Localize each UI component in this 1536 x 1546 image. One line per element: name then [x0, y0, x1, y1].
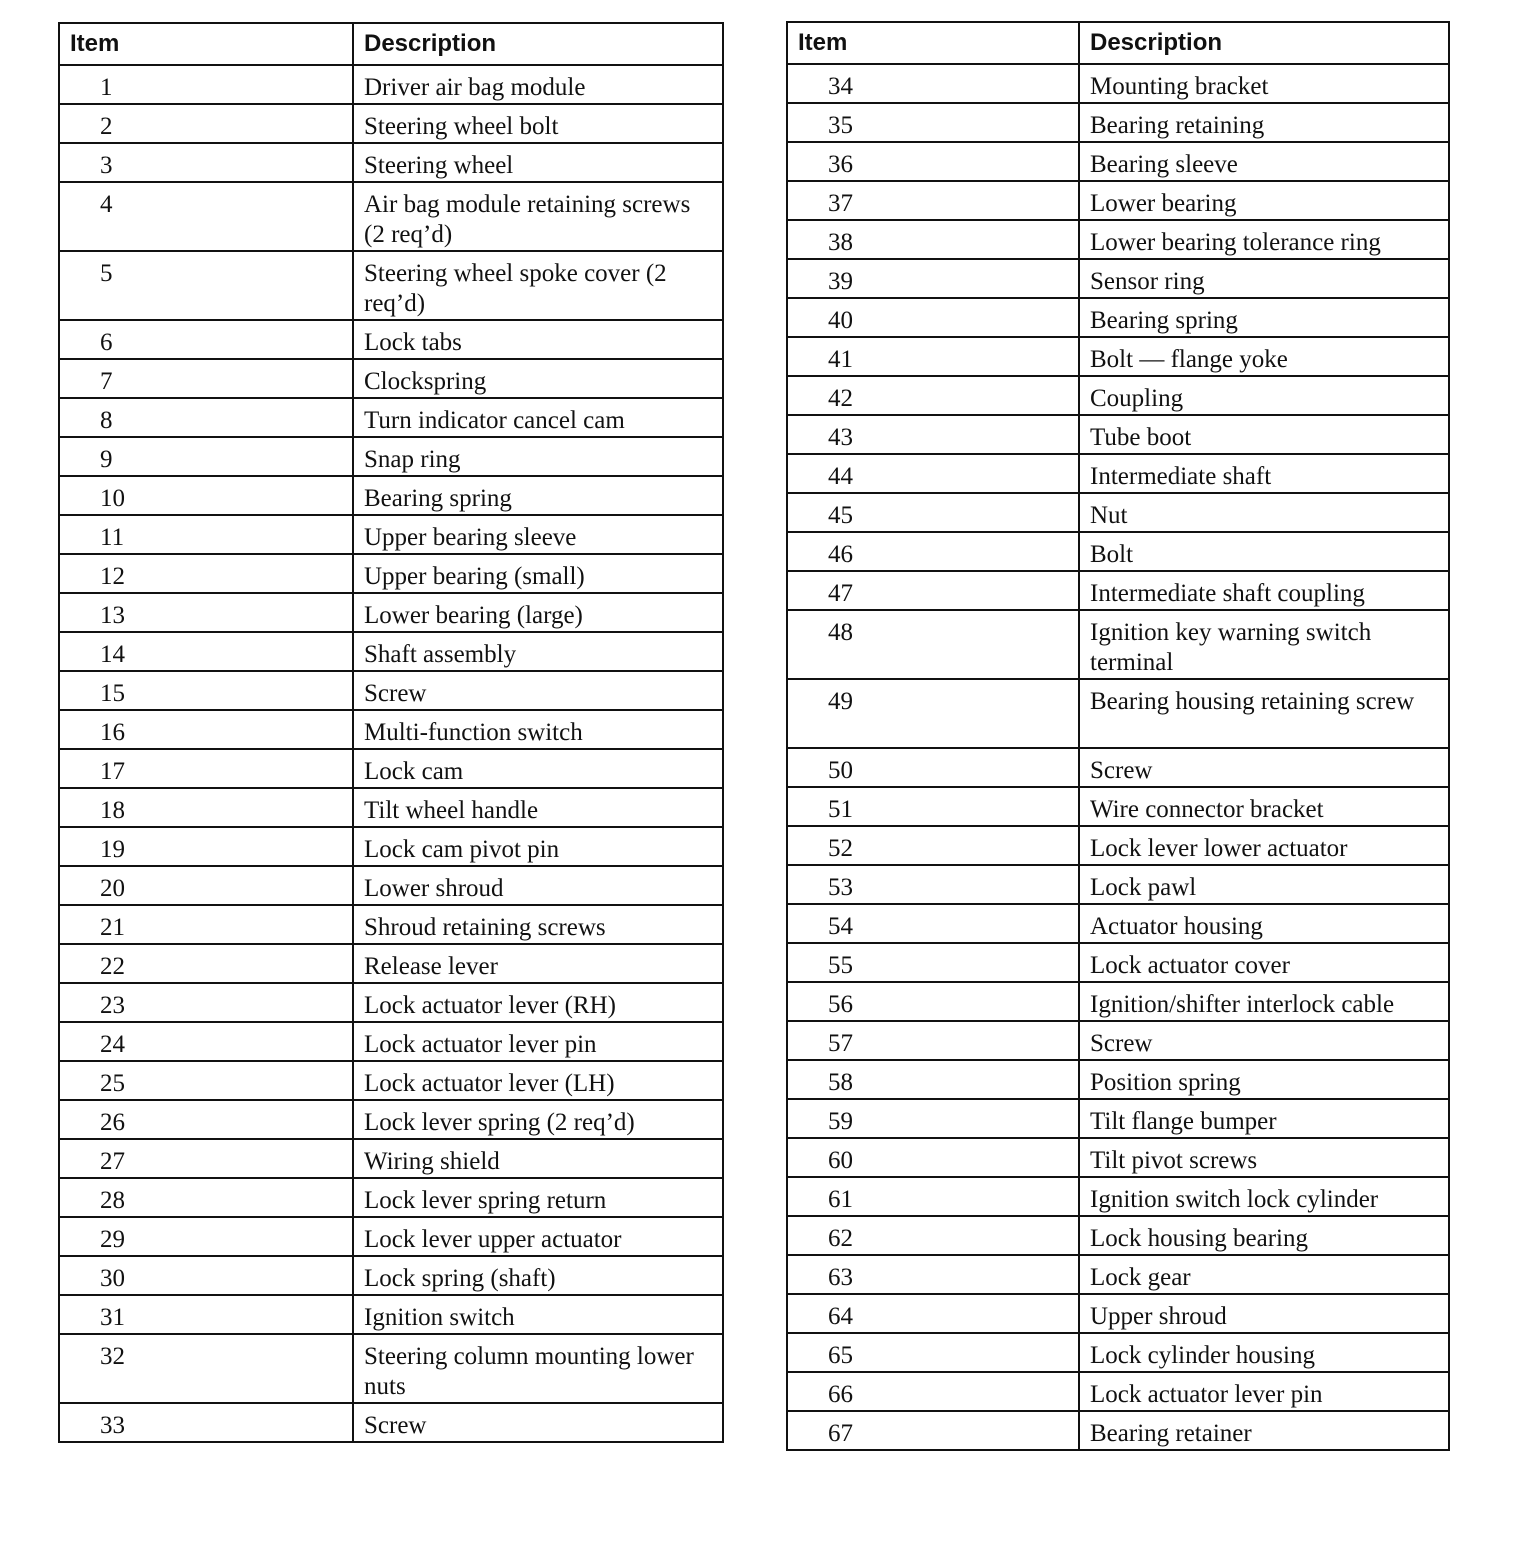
table-row — [787, 865, 1449, 904]
table-row — [59, 671, 723, 710]
table-row — [787, 532, 1449, 571]
item-number-cell: 17 — [59, 749, 353, 788]
table-row — [787, 1372, 1449, 1411]
item-number-cell: 65 — [787, 1333, 1079, 1372]
item-number-cell: 31 — [59, 1295, 353, 1334]
item-number-cell: 46 — [787, 532, 1079, 571]
table-row — [787, 376, 1449, 415]
description-cell: Position spring — [1079, 1060, 1449, 1099]
table-row — [59, 182, 723, 251]
table-row — [787, 1255, 1449, 1294]
table-row — [787, 259, 1449, 298]
description-cell: Lock cam pivot pin — [353, 827, 723, 866]
description-cell: Steering wheel — [353, 143, 723, 182]
table-row — [59, 554, 723, 593]
table-row — [787, 1411, 1449, 1450]
item-number-cell: 40 — [787, 298, 1079, 337]
description-cell: Ignition key warning switch terminal — [1079, 610, 1449, 679]
table-row — [787, 454, 1449, 493]
item-number-cell: 36 — [787, 142, 1079, 181]
description-cell: Lock actuator cover — [1079, 943, 1449, 982]
item-number-cell: 15 — [59, 671, 353, 710]
table-row — [59, 1022, 723, 1061]
description-cell: Lock lever spring (2 req’d) — [353, 1100, 723, 1139]
description-cell: Actuator housing — [1079, 904, 1449, 943]
item-number-cell: 61 — [787, 1177, 1079, 1216]
table-row — [59, 476, 723, 515]
description-cell: Ignition switch lock cylinder — [1079, 1177, 1449, 1216]
item-number-cell: 58 — [787, 1060, 1079, 1099]
item-number-cell: 4 — [59, 182, 353, 251]
table-row — [59, 437, 723, 476]
table-row — [59, 1403, 723, 1442]
description-cell: Lower shroud — [353, 866, 723, 905]
item-number-cell: 24 — [59, 1022, 353, 1061]
item-number-cell: 45 — [787, 493, 1079, 532]
table-row — [787, 493, 1449, 532]
table-row — [787, 142, 1449, 181]
table-row — [787, 1099, 1449, 1138]
item-number-cell: 50 — [787, 748, 1079, 787]
item-number-cell: 55 — [787, 943, 1079, 982]
item-number-cell: 8 — [59, 398, 353, 437]
table-row — [59, 944, 723, 983]
description-cell: Screw — [1079, 1021, 1449, 1060]
description-cell: Lower bearing tolerance ring — [1079, 220, 1449, 259]
table-row — [787, 610, 1449, 679]
description-cell: Lock actuator lever pin — [1079, 1372, 1449, 1411]
description-cell: Turn indicator cancel cam — [353, 398, 723, 437]
item-number-cell: 2 — [59, 104, 353, 143]
description-cell: Bearing housing retaining screw — [1079, 679, 1449, 748]
table-row — [787, 337, 1449, 376]
item-number-cell: 32 — [59, 1334, 353, 1403]
table-row — [59, 593, 723, 632]
description-cell: Tilt wheel handle — [353, 788, 723, 827]
description-cell: Snap ring — [353, 437, 723, 476]
table-row — [59, 827, 723, 866]
table-row — [59, 749, 723, 788]
description-cell: Lock lever lower actuator — [1079, 826, 1449, 865]
table-row — [787, 220, 1449, 259]
item-number-cell: 48 — [787, 610, 1079, 679]
table-row — [787, 1333, 1449, 1372]
item-number-cell: 3 — [59, 143, 353, 182]
item-number-cell: 5 — [59, 251, 353, 320]
item-number-cell: 52 — [787, 826, 1079, 865]
item-number-cell: 18 — [59, 788, 353, 827]
description-cell: Ignition switch — [353, 1295, 723, 1334]
item-number-cell: 63 — [787, 1255, 1079, 1294]
description-cell: Intermediate shaft — [1079, 454, 1449, 493]
table-row — [787, 982, 1449, 1021]
description-cell: Steering column mounting lower nuts — [353, 1334, 723, 1403]
table-row — [59, 1061, 723, 1100]
item-number-cell: 33 — [59, 1403, 353, 1442]
description-cell: Air bag module retaining screws (2 req’d) — [353, 182, 723, 251]
description-cell: Lock housing bearing — [1079, 1216, 1449, 1255]
column-header-item: Item — [59, 23, 353, 65]
item-number-cell: 30 — [59, 1256, 353, 1295]
description-cell: Lock gear — [1079, 1255, 1449, 1294]
description-cell: Lock actuator lever pin — [353, 1022, 723, 1061]
item-number-cell: 62 — [787, 1216, 1079, 1255]
table-row — [59, 632, 723, 671]
table-row — [787, 64, 1449, 103]
table-row — [59, 1334, 723, 1403]
table-row — [59, 320, 723, 359]
item-number-cell: 11 — [59, 515, 353, 554]
description-cell: Bearing retainer — [1079, 1411, 1449, 1450]
parts-table-right — [786, 21, 1450, 1451]
description-cell: Lock spring (shaft) — [353, 1256, 723, 1295]
description-cell: Lock tabs — [353, 320, 723, 359]
item-number-cell: 47 — [787, 571, 1079, 610]
item-number-cell: 59 — [787, 1099, 1079, 1138]
item-number-cell: 10 — [59, 476, 353, 515]
description-cell: Shroud retaining screws — [353, 905, 723, 944]
table-row — [59, 359, 723, 398]
column-header-description: Description — [353, 23, 723, 65]
table-row — [787, 787, 1449, 826]
description-cell: Sensor ring — [1079, 259, 1449, 298]
item-number-cell: 64 — [787, 1294, 1079, 1333]
table-row — [787, 1177, 1449, 1216]
table-row — [59, 905, 723, 944]
item-number-cell: 44 — [787, 454, 1079, 493]
table-row — [59, 104, 723, 143]
table-row — [787, 826, 1449, 865]
description-cell: Upper shroud — [1079, 1294, 1449, 1333]
parts-table-left — [58, 22, 724, 1443]
item-number-cell: 21 — [59, 905, 353, 944]
item-number-cell: 37 — [787, 181, 1079, 220]
item-number-cell: 49 — [787, 679, 1079, 748]
description-cell: Lock actuator lever (LH) — [353, 1061, 723, 1100]
description-cell: Screw — [353, 671, 723, 710]
description-cell: Clockspring — [353, 359, 723, 398]
item-number-cell: 54 — [787, 904, 1079, 943]
table-row — [59, 1256, 723, 1295]
description-cell: Release lever — [353, 944, 723, 983]
table-row — [787, 1216, 1449, 1255]
description-cell: Bolt — flange yoke — [1079, 337, 1449, 376]
table-row — [787, 1060, 1449, 1099]
item-number-cell: 39 — [787, 259, 1079, 298]
description-cell: Lock actuator lever (RH) — [353, 983, 723, 1022]
table-row — [787, 103, 1449, 142]
description-cell: Coupling — [1079, 376, 1449, 415]
table-row — [787, 904, 1449, 943]
item-number-cell: 12 — [59, 554, 353, 593]
description-cell: Tilt flange bumper — [1079, 1099, 1449, 1138]
item-number-cell: 23 — [59, 983, 353, 1022]
table-row — [787, 748, 1449, 787]
item-number-cell: 60 — [787, 1138, 1079, 1177]
item-number-cell: 26 — [59, 1100, 353, 1139]
item-number-cell: 13 — [59, 593, 353, 632]
table-row — [59, 398, 723, 437]
description-cell: Ignition/shifter interlock cable — [1079, 982, 1449, 1021]
item-number-cell: 35 — [787, 103, 1079, 142]
item-number-cell: 56 — [787, 982, 1079, 1021]
description-cell: Tube boot — [1079, 415, 1449, 454]
item-number-cell: 27 — [59, 1139, 353, 1178]
description-cell: Mounting bracket — [1079, 64, 1449, 103]
description-cell: Screw — [1079, 748, 1449, 787]
table-row — [59, 65, 723, 104]
description-cell: Lock lever spring return — [353, 1178, 723, 1217]
table-row — [59, 866, 723, 905]
description-cell: Shaft assembly — [353, 632, 723, 671]
item-number-cell: 29 — [59, 1217, 353, 1256]
table-row — [59, 251, 723, 320]
item-number-cell: 67 — [787, 1411, 1079, 1450]
item-number-cell: 57 — [787, 1021, 1079, 1060]
item-number-cell: 38 — [787, 220, 1079, 259]
table-row — [787, 571, 1449, 610]
item-number-cell: 25 — [59, 1061, 353, 1100]
item-number-cell: 66 — [787, 1372, 1079, 1411]
table-row — [59, 1139, 723, 1178]
description-cell: Intermediate shaft coupling — [1079, 571, 1449, 610]
table-row — [787, 679, 1449, 748]
table-row — [59, 143, 723, 182]
item-number-cell: 20 — [59, 866, 353, 905]
item-number-cell: 51 — [787, 787, 1079, 826]
table-row — [59, 1295, 723, 1334]
item-number-cell: 43 — [787, 415, 1079, 454]
description-cell: Steering wheel bolt — [353, 104, 723, 143]
description-cell: Lock pawl — [1079, 865, 1449, 904]
table-row — [59, 710, 723, 749]
description-cell: Nut — [1079, 493, 1449, 532]
item-number-cell: 53 — [787, 865, 1079, 904]
description-cell: Lock lever upper actuator — [353, 1217, 723, 1256]
table-row — [787, 1294, 1449, 1333]
description-cell: Bearing spring — [353, 476, 723, 515]
item-number-cell: 28 — [59, 1178, 353, 1217]
table-row — [59, 1217, 723, 1256]
item-number-cell: 9 — [59, 437, 353, 476]
item-number-cell: 6 — [59, 320, 353, 359]
table-row — [787, 943, 1449, 982]
description-cell: Bolt — [1079, 532, 1449, 571]
table-row — [59, 788, 723, 827]
table-row — [787, 298, 1449, 337]
item-number-cell: 16 — [59, 710, 353, 749]
description-cell: Multi-function switch — [353, 710, 723, 749]
description-cell: Bearing retaining — [1079, 103, 1449, 142]
description-cell: Lower bearing (large) — [353, 593, 723, 632]
table-row — [59, 1178, 723, 1217]
item-number-cell: 7 — [59, 359, 353, 398]
column-header-description: Description — [1079, 22, 1449, 64]
description-cell: Wire connector bracket — [1079, 787, 1449, 826]
description-cell: Screw — [353, 1403, 723, 1442]
table-row — [787, 1138, 1449, 1177]
item-number-cell: 41 — [787, 337, 1079, 376]
item-number-cell: 42 — [787, 376, 1079, 415]
table-header-row — [787, 22, 1449, 64]
description-cell: Wiring shield — [353, 1139, 723, 1178]
description-cell: Steering wheel spoke cover (2 req’d) — [353, 251, 723, 320]
table-row — [787, 181, 1449, 220]
description-cell: Bearing spring — [1079, 298, 1449, 337]
description-cell: Tilt pivot screws — [1079, 1138, 1449, 1177]
table-row — [59, 1100, 723, 1139]
item-number-cell: 19 — [59, 827, 353, 866]
item-number-cell: 34 — [787, 64, 1079, 103]
table-row — [787, 415, 1449, 454]
item-number-cell: 14 — [59, 632, 353, 671]
description-cell: Bearing sleeve — [1079, 142, 1449, 181]
description-cell: Lock cam — [353, 749, 723, 788]
item-number-cell: 1 — [59, 65, 353, 104]
description-cell: Lock cylinder housing — [1079, 1333, 1449, 1372]
description-cell: Upper bearing (small) — [353, 554, 723, 593]
description-cell: Lower bearing — [1079, 181, 1449, 220]
table-row — [787, 1021, 1449, 1060]
column-header-item: Item — [787, 22, 1079, 64]
table-row — [59, 983, 723, 1022]
description-cell: Upper bearing sleeve — [353, 515, 723, 554]
table-header-row — [59, 23, 723, 65]
description-cell: Driver air bag module — [353, 65, 723, 104]
item-number-cell: 22 — [59, 944, 353, 983]
table-row — [59, 515, 723, 554]
